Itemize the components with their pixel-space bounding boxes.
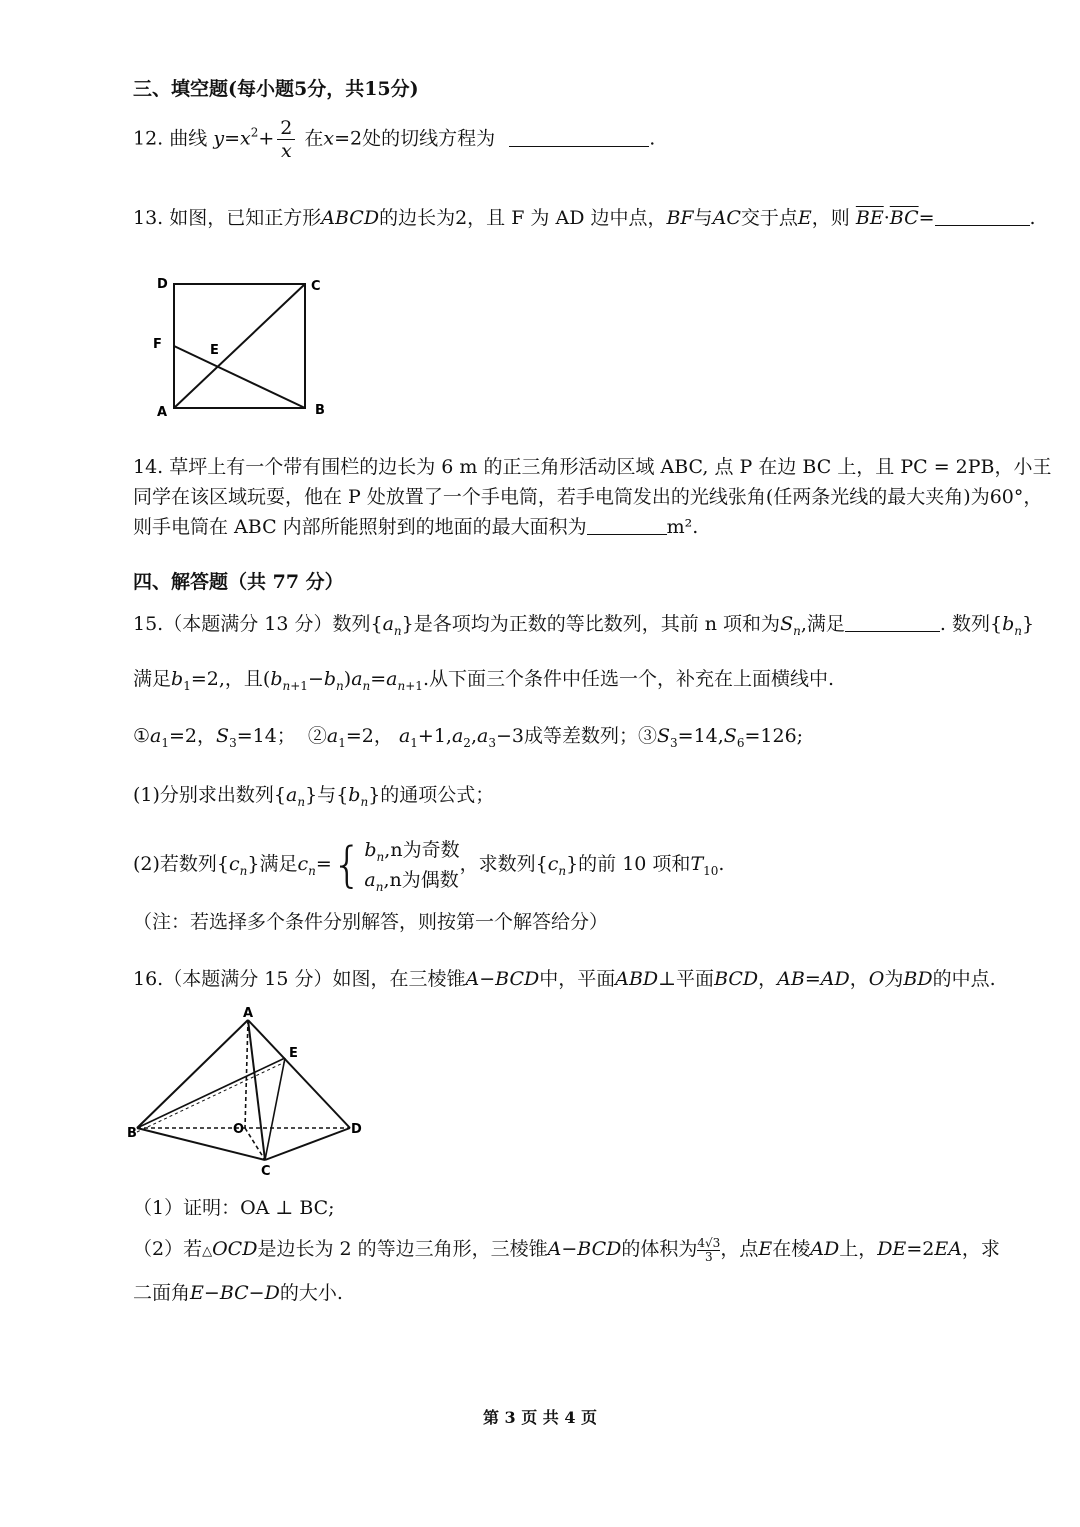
square-figure [145,270,345,425]
answer-blank[interactable] [509,128,649,147]
question-16-part-1: （1）证明：OA ⊥ BC; [133,1197,335,1219]
label-C: C [261,1164,271,1179]
label-E: E [289,1046,298,1061]
label-B: B [315,403,325,418]
question-15-line-2: 满足$b_1=2$,，且$(b_{n+1}-b_n)a_n=a_{n+1}$.从下面三个条件中任选一个，补充在上面横线中. [133,668,835,693]
question-14-line-1: 14. 草坪上有一个带有围栏的边长为 6 m 的正三角形活动区域 ABC, 点 P 在边 BC 上，且 PC = 2PB，小王 [133,456,1052,478]
page-footer: 第 3 页 共 4 页 [482,1408,598,1427]
label-A: A [243,1006,254,1021]
label-E: E [210,343,219,358]
label-F: F [153,337,162,352]
question-14-line-2: 同学在该区域玩耍，他在 P 处放置了一个手电筒，若手电筒发出的光线张角(任两条光线的最大夹角)为60°， [133,486,1043,508]
section-4-title: 四、解答题（共 77 分） [133,571,344,593]
answer-blank[interactable] [845,613,940,632]
answer-blank[interactable] [587,516,667,535]
answer-blank[interactable] [935,207,1030,226]
label-D: D [351,1122,362,1137]
tetrahedron-figure [125,1005,370,1180]
question-16-head: 16.（本题满分 15 分）如图，在三棱锥A−BCD中，平面ABD⊥平面BCD，AB=AD，O为BD的中点. [133,968,996,990]
label-B: B [127,1126,137,1141]
label-D: D [157,277,168,292]
question-15-note: （注：若选择多个条件分别解答，则按第一个解答给分） [133,911,609,933]
question-15-conditions: $①a_1=2$，$S_3=14$； $②a_1=2$， $a_1+1,a_2,a_3-3$成等差数列；$③S_3=14,S_6=126$; [133,725,804,750]
question-13: 13. 如图，已知正方形ABCD的边长为2，且 F 为 AD 边中点，BF与AC交于点E，则 $\overline{BE}\cdot\overline{BC}=$ . [133,207,1036,229]
label-C: C [311,279,321,294]
question-16-part-2-cont: 二面角E−BC−D的大小. [133,1282,343,1304]
question-16-part-2: （2）若△OCD是边长为 2 的等边三角形，三棱锥A−BCD的体积为 $\frac{4√3}{3}$ ，点E在棱AD上，DE=2EA，求 [133,1235,1000,1264]
question-15-head: 15.（本题满分 13 分）数列$\{a_n\}$是各项均为正数的等比数列，其前 n 项和为$S_n$,满足 . 数列$\{b_n\}$ [133,613,1035,638]
label-A: A [157,405,168,420]
question-15-part-1: (1)分别求出数列$\{a_n\}$与$\{b_n\}$的通项公式； [133,784,495,809]
question-15-part-2: (2)若数列$\{c_n\}$满足$c_n=${ $b_n,n$为奇数 $a_n,n$为偶数 ，求数列$\{c_n\}$的前 10 项和$T_{10}$. [133,837,725,894]
question-12: 12. 曲线 $y=x^2+$ $\frac{2}{x}$ 在x=2处的切线方程为 . [133,117,656,162]
label-O: O [233,1122,245,1137]
question-14-line-3: 则手电筒在 ABC 内部所能照射到的地面的最大面积为 m². [133,516,699,538]
section-3-title: 三、填空题(每小题5分，共15分) [133,78,419,100]
